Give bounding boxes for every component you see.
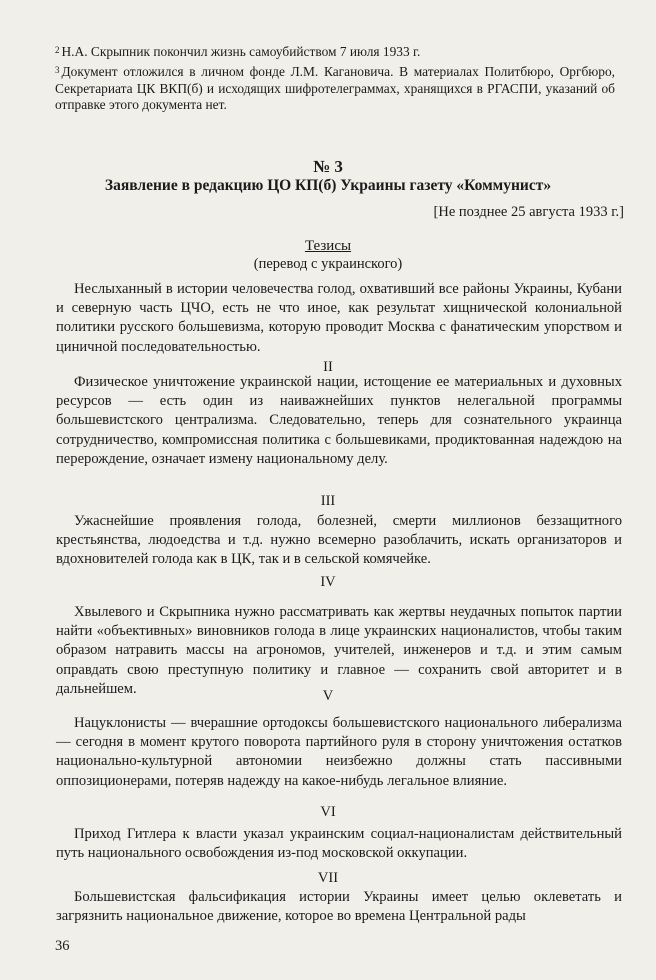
footnote-marker: 3 <box>55 65 60 75</box>
footnote-2 <box>55 44 615 61</box>
footnote-text: Н.А. Скрыпник покончил жизнь самоубийством 7 июля 1933 г. <box>61 44 421 59</box>
section-6-heading: VI <box>320 804 336 820</box>
document-number: № 3 <box>313 157 343 176</box>
section-5-heading: V <box>322 688 334 704</box>
translation-note: (перевод с украинского) <box>253 256 403 272</box>
footnote-text: Документ отложился в личном фонде Л.М. Кагановича. В материалах Политбюро, Оргбюро, Секретариата ЦК ВКП(б) и исходящих шифротелеграммах, хранящихся в РГАСПИ, указаний об отправке этого документа нет. <box>55 64 615 112</box>
section-2-text: Физическое уничтожение украинской нации, истощение ее материальных и духовных ресурсов — есть один из наиважнейших пунктов нелегальной программы большевистского централизма. Следовательно, теперь для сознательного украинца сотрудничество, компромиссная политика с большевиками, продиктованная надеждою на перерождение, означает измену национальному делу. <box>56 374 622 467</box>
section-7-text: Большевистская фальсификация истории Украины имеет целью оклеветать и загрязнить национальное движение, которое во времена Центральной рады <box>56 889 622 925</box>
section-6-text: Приход Гитлера к власти указал украинским социал-националистам действительный путь национального освобождения из-под московской оккупации. <box>56 826 622 862</box>
section-7-heading: VII <box>317 870 339 886</box>
section-4-text: Хвылевого и Скрыпника нужно рассматривать как жертвы неудачных попыток партии найти «объективных» виновников голода в лице украинских националистов, чтобы таким образом натравить массы на агрономов, учителей, инженеров и т.д. и этим самым оправдать свою преступную политику и главное — сохранить свой авторитет и в дальнейшем. <box>56 604 622 697</box>
footnote-marker: 2 <box>55 45 60 55</box>
document-subtitle: Тезисы <box>304 238 352 254</box>
page-number: 36 <box>55 938 70 954</box>
section-3-heading: III <box>320 493 336 509</box>
section-1-text: Неслыханный в истории человечества голод, охвативший все районы Украины, Кубани и северную часть ЦЧО, есть не что иное, как результат хищнической колониальной политики русского большевизма, которую проводит Москва с фанатическим упорством и циничной последовательностью. <box>56 281 622 355</box>
section-3-text: Ужаснейшие проявления голода, болезней, смерти миллионов беззащитного крестьянства, людоедства и т.д. нужно всемерно разоблачить, искать организаторов и вдохновителей голода как в ЦК, так и в сельской комячейке. <box>56 513 622 568</box>
document-date: [Не позднее 25 августа 1933 г.] <box>433 204 624 220</box>
section-4-heading: IV <box>320 574 336 590</box>
document-title: Заявление в редакцию ЦО КП(б) Украины газету «Коммунист» <box>104 177 552 194</box>
section-2-heading: II <box>323 359 333 375</box>
section-5-text: Нацуклонисты — вчерашние ортодоксы большевистского национального либерализма — сегодня в момент крутого поворота партийного руля в сторону уничтожения остатков национально-культурной автономии неизбежно должны стать пассивными оппозиционерами, потеряв надежду на какое-нибудь легальное влияние. <box>56 715 622 789</box>
footnote-3 <box>55 64 615 114</box>
